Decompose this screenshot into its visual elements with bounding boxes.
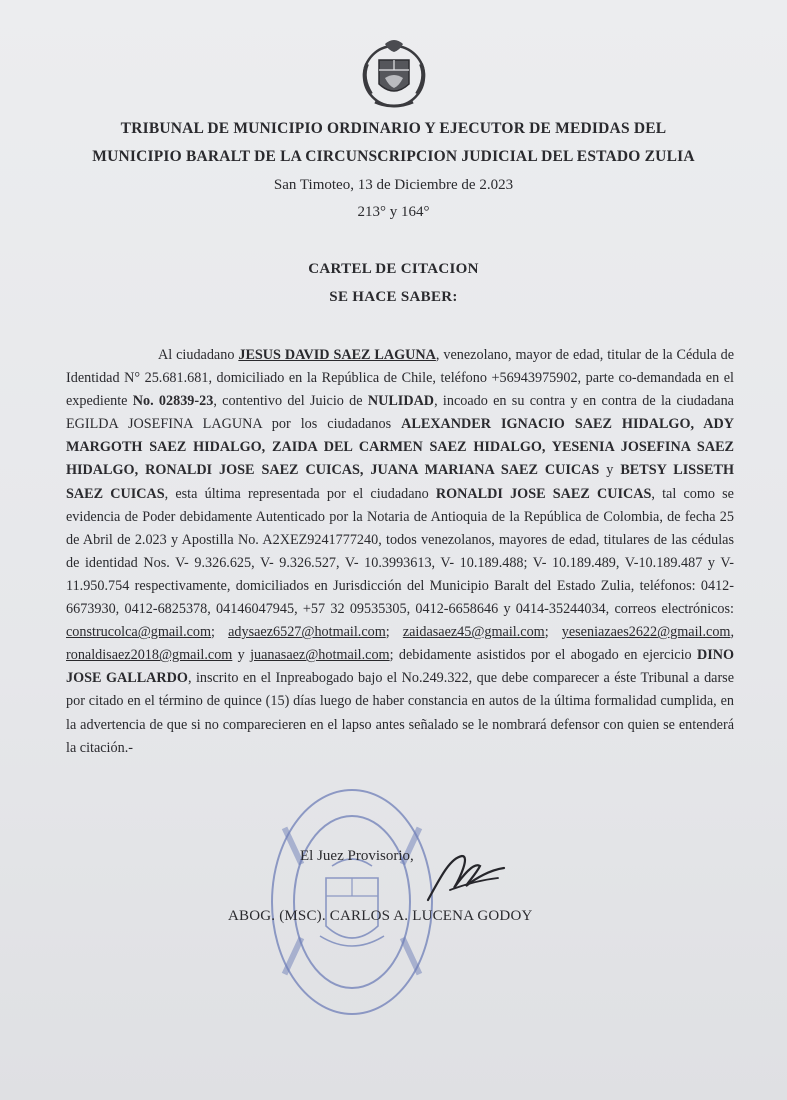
email-link[interactable]: ronaldisaez2018@gmail.com — [66, 647, 233, 664]
handwritten-signature — [420, 848, 510, 908]
court-name-line-2: MUNICIPIO BARALT DE LA CIRCUNSCRIPCION JUDICIAL DEL ESTADO ZULIA — [92, 148, 695, 165]
email-link[interactable]: yeseniazaes2622@gmail.com — [561, 624, 731, 641]
body-text: ; — [385, 624, 403, 641]
body-text: , inscrito en el Inpreabogado bajo el No.249.322, que debe comparecer a éste Tribunal a darse por citado en el término de quince (15) días luego de haber constancia en autos de la última formalidad cumplida, en la advertencia de que si no comparecieren en el lapso antes señalado se le nombrará defensor con quien se entenderá la citación.- — [66, 670, 734, 756]
judge-role: El Juez Provisorio, — [300, 848, 414, 864]
judge-name: ABOG. (MSC). CARLOS A. LUCENA GODOY — [228, 908, 533, 924]
years-line: 213° y 164° — [357, 204, 430, 220]
citation-paragraph — [66, 344, 734, 760]
coat-of-arms-icon — [355, 34, 433, 112]
court-seal-stamp — [268, 786, 436, 1018]
representative-name: RONALDI JOSE SAEZ CUICAS — [435, 485, 652, 502]
body-text: , incoado en su contra y en contra de la ciudadana EGILDA JOSEFINA LAGUNA por los ciudadanos — [66, 393, 734, 433]
body-text: ; — [211, 624, 229, 641]
case-number: No. 02839-23 — [132, 393, 214, 410]
plaintiff-name: BETSY LISSETH SAEZ CUICAS — [66, 462, 735, 502]
body-text: ; debidamente asistidos por el abogado en ejercicio — [389, 647, 697, 664]
body-text: y — [232, 647, 251, 664]
email-link[interactable]: zaidasaez45@gmail.com — [402, 624, 545, 641]
body-text: ; — [544, 624, 562, 641]
body-text: , esta última representada por el ciudadano — [164, 485, 436, 502]
email-link[interactable]: juanasaez@hotmail.com — [250, 647, 390, 664]
attorney-name: DINO JOSE GALLARDO — [66, 647, 735, 687]
body-text: , contentivo del Juicio de — [213, 393, 368, 410]
body-text: , venezolano, mayor de edad, titular de la Cédula de Identidad N° 25.681.681, domiciliado en la República de Chile, teléfono +56943975902, parte co-demandada en el expediente — [66, 347, 734, 410]
document-subtitle: SE HACE SABER: — [329, 289, 458, 305]
body-text: , — [730, 624, 734, 641]
email-link[interactable]: adysaez6527@hotmail.com — [228, 624, 386, 641]
defendant-name: JESUS DAVID SAEZ LAGUNA — [238, 347, 436, 363]
case-type: NULIDAD — [367, 393, 435, 410]
body-text: , tal como se evidencia de Poder debidamente Autenticado por la Notaria de Antioquia de la República de Colombia, de fecha 25 de Abril de 2.023 y Apostilla No. A2XEZ9241777240, todos venezolanos, mayores de edad, titulares de las cédulas de identidad Nos. V- 9.326.625, V- 9.326.527, V- 10.3993613, V- 10.189.488; V- 10.189.489, V-10.189.487 y V- 11.950.754 respectivamente, domiciliados en Jurisdicción del Municipio Baralt del Estado Zulia, teléfonos: 0412- 6673930, 0412-6825378, 04146047945, +57 32 09535305, 0412-6658646 y 0414-35244034, correos electrónicos: — [66, 485, 734, 618]
document-title: CARTEL DE CITACION — [308, 261, 479, 277]
email-link[interactable]: construcolca@gmail.com — [66, 624, 212, 641]
court-name-line-1: TRIBUNAL DE MUNICIPIO ORDINARIO Y EJECUTOR DE MEDIDAS DEL — [120, 120, 667, 137]
citation-body — [66, 344, 734, 760]
body-text: y — [599, 462, 621, 479]
body-text: Al ciudadano — [158, 347, 239, 363]
place-date: San Timoteo, 13 de Diciembre de 2.023 — [273, 177, 514, 193]
plaintiffs-names: ALEXANDER IGNACIO SAEZ HIDALGO, ADY MARGOTH SAEZ HIDALGO, ZAIDA DEL CARMEN SAEZ HIDALGO, YESENIA JOSEFINA SAEZ HIDALGO, RONALDI JOSE SAEZ CUICAS, JUANA MARIANA SAEZ CUICAS — [66, 416, 734, 479]
